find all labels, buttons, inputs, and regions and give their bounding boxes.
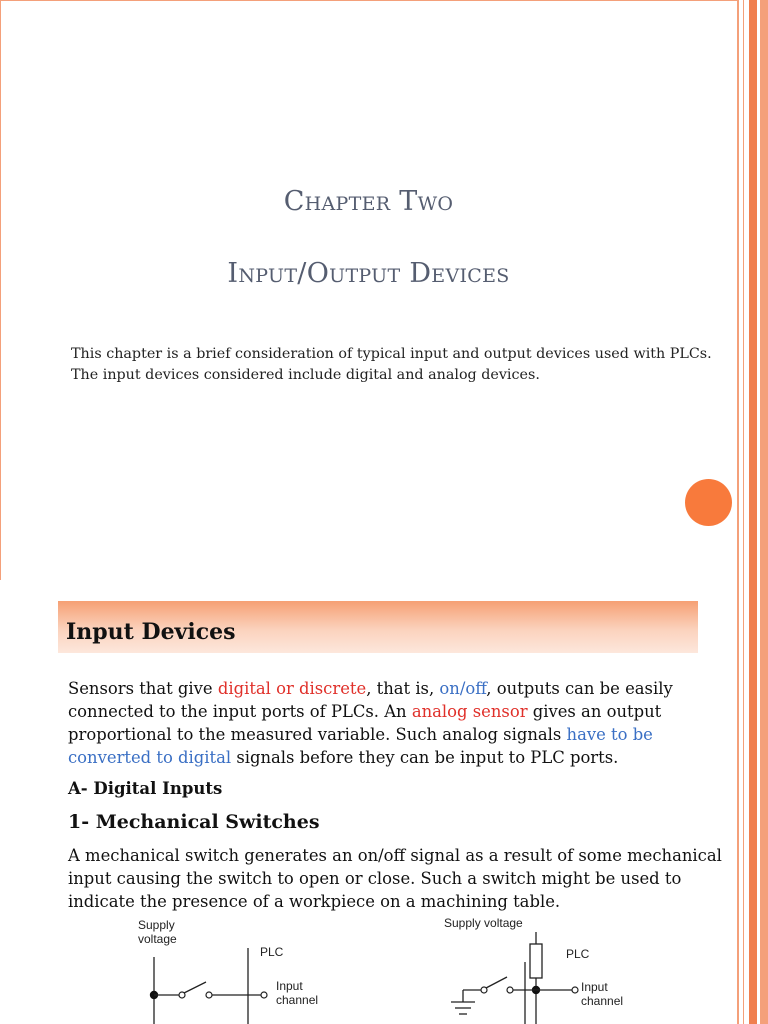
diagram-right-input-label: Input channel	[581, 980, 624, 1008]
accent-circle	[685, 479, 732, 526]
highlight-onoff: on/off	[439, 679, 487, 698]
highlight-analog: analog sensor	[411, 702, 528, 721]
decor-stripe	[749, 0, 757, 1024]
sensors-paragraph	[68, 677, 728, 769]
diagram-right-plc-label: PLC	[566, 947, 590, 961]
diagram-right-supply-label: Supply voltage	[444, 916, 523, 930]
decor-stripe	[743, 0, 744, 1024]
diagram-left-supply-label: Supply voltage	[138, 918, 177, 946]
text-run: signals before they can be input to PLC ports.	[231, 748, 619, 767]
text-run: gives an output proportional to the measured variable. Such analog signals	[68, 702, 662, 744]
chapter-title: Chapter Two	[283, 186, 454, 217]
text-run: , that is,	[366, 679, 440, 698]
diagram-left-input-label: Input channel	[276, 979, 319, 1007]
decor-stripe	[760, 0, 768, 1024]
chapter-subtitle: Input/Output Devices	[227, 258, 510, 289]
slide-heading: Input Devices	[66, 619, 236, 645]
switch-paragraph: A mechanical switch generates an on/off signal as a result of some mechanical input causing the switch to open or close. Such a switch might be used to indicate the presence of a workpiece on a machining table.	[68, 846, 722, 911]
switch-circuit-diagram-left	[130, 940, 280, 1024]
highlight-convert: have to be converted to digital	[68, 725, 653, 767]
text-run: , outputs can be easily connected to the input ports of PLCs. An	[68, 679, 673, 721]
text-run: Sensors that give	[68, 679, 218, 698]
subheading-mechanical-switches: 1- Mechanical Switches	[68, 811, 320, 833]
decor-stripe	[737, 0, 739, 1024]
highlight-digital: digital or discrete	[217, 679, 367, 698]
diagram-left-plc-label: PLC	[260, 945, 284, 959]
subheading-digital-inputs: A- Digital Inputs	[68, 779, 223, 798]
switch-circuit-diagram-right	[445, 932, 585, 1024]
intro-paragraph: This chapter is a brief consideration of typical input and output devices used with PLCs. The input devices considered include digital and analog devices.	[71, 346, 712, 383]
